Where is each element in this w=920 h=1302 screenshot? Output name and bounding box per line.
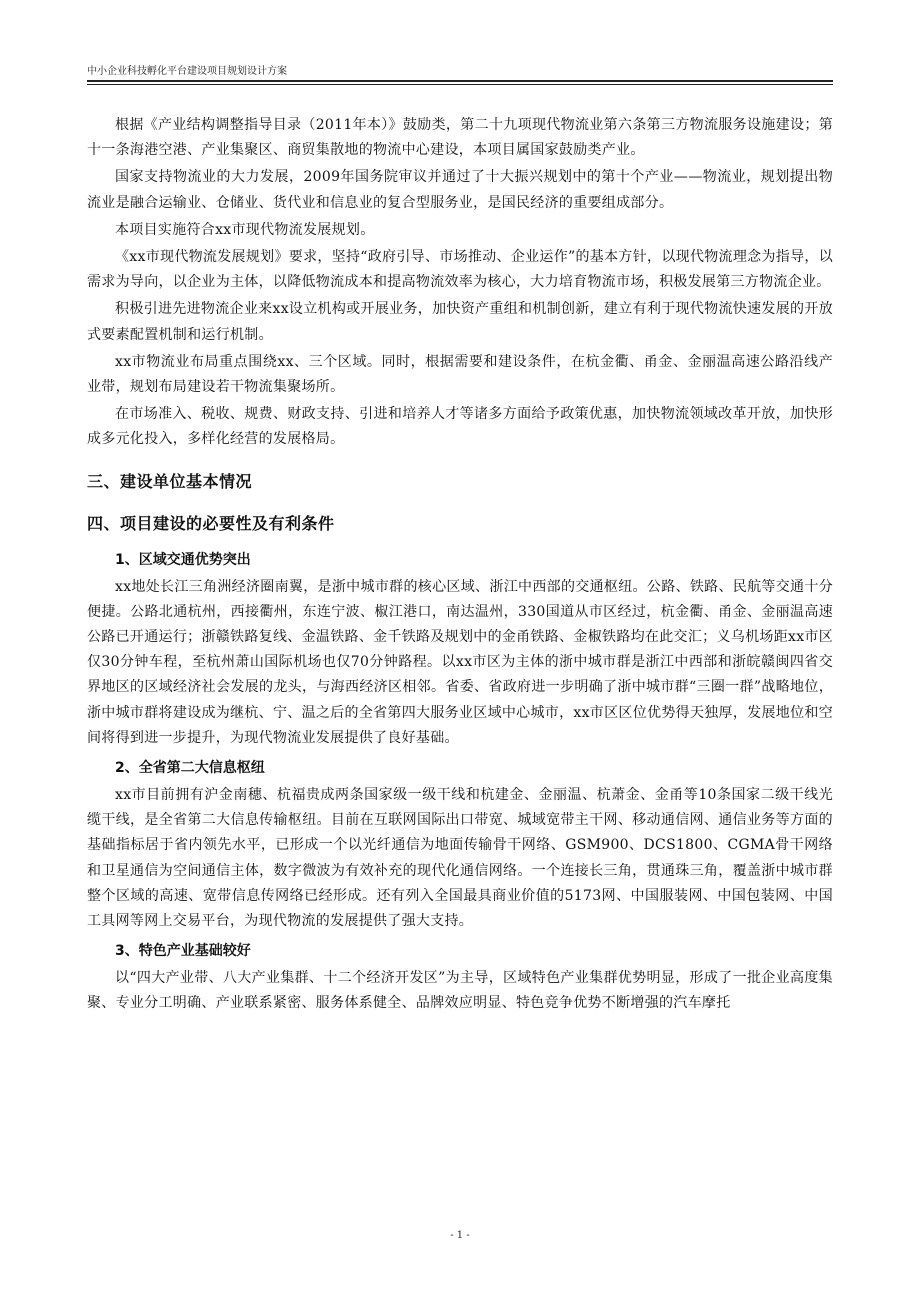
paragraph: 国家支持物流业的大力发展，2009年国务院审议并通过了十大振兴规划中的第十个产业——物流业，规划提出物流业是融合运输业、仓储业、货代业和信息业的复合型服务业，是国民经济的重要组成部分。 <box>87 169 833 211</box>
paragraph: 在市场准入、税收、规费、财政支持、引进和培养人才等诸多方面给予政策优惠，加快物流领域改革开放，加快形成多元化投入，多样化经营的发展格局。 <box>87 406 833 448</box>
section-heading-4: 四、项目建设的必要性及有利条件 <box>87 513 335 533</box>
section-heading-3: 三、建设单位基本情况 <box>87 471 253 491</box>
subsection-heading-3: 3、特色产业基础较好 <box>115 943 251 960</box>
header-title: 中小企业科技孵化平台建设项目规划设计方案 <box>87 66 287 77</box>
paragraph: 根据《产业结构调整指导目录（2011年本）》鼓励类，第二十九项现代物流业第六条第三方物流服务设施建设；第十一条海港空港、产业集聚区、商贸集散地的物流中心建设，本项目属国家鼓励类产业。 <box>87 117 833 159</box>
header-rule <box>87 80 833 82</box>
paragraph: xx地处长江三角洲经济圈南翼，是浙中城市群的核心区域、浙江中西部的交通枢纽。公路、铁路、民航等交通十分便捷。公路北通杭州，西接衢州，东连宁波、椒江港口，南达温州，330国道从市区经过，杭金衢、甬金、金丽温高速公路已开通运行；浙赣铁路复线、金温铁路、金千铁路及规划中的金甬铁路、金椒铁路均在此交汇；义乌机场距xx市区仅30分钟车程，至杭州萧山国际机场也仅70分钟路程。以xx市区为主体的浙中城市群是浙江中西部和浙皖赣闽四省交界地区的区域经济社会发展的龙头，与海西经济区相邻。省委、省政府进一步明确了浙中城市群“三圈一群”战略地位，浙中城市群将建设成为继杭、宁、温之后的全省第四大服务业区域中心城市，xx市区区位优势得天独厚，发展地位和空间将得到进一步提升，为现代物流业发展提供了良好基础。 <box>87 578 833 746</box>
paragraph: 《xx市现代物流发展规划》要求，坚持“政府引导、市场推动、企业运作”的基本方针，以现代物流理念为指导，以需求为导向，以企业为主体，以降低物流成本和提高物流效率为核心，大力培育物流市场，积极发展第三方物流企业。 <box>87 249 833 291</box>
paragraph: 积极引进先进物流企业来xx设立机构或开展业务，加快资产重组和机制创新，建立有利于现代物流快速发展的开放式要素配置机制和运行机制。 <box>87 301 833 343</box>
header-rule-thin <box>87 84 833 85</box>
page-number: - 1 - <box>450 1230 470 1241</box>
paragraph: xx市目前拥有沪金南穗、杭福贵成两条国家级一级干线和杭建金、金丽温、杭萧金、金甬等10条国家二级干线光缆干线，是全省第二大信息传输枢纽。目前在互联网国际出口带宽、城域宽带主干网、移动通信网、通信业务等方面的基础指标居于省内领先水平，已形成一个以光纤通信为地面传输骨干网络、GSM900、DCS1800、CGMA骨干网络和卫星通信为空间通信主体，数字微波为有效补充的现代化通信网络。一个连接长三角，贯通珠三角，覆盖浙中城市群整个区域的高速、宽带信息传网络已经形成。还有列入全国最具商业价值的5173网、中国服装网、中国包装网、中国工具网等网上交易平台，为现代物流的发展提供了强大支持。 <box>87 787 833 930</box>
subsection-heading-2: 2、全省第二大信息枢纽 <box>115 760 265 777</box>
document-body <box>87 113 833 1017</box>
paragraph: xx市物流业布局重点围绕xx、三个区域。同时，根据需要和建设条件，在杭金衢、甬金、金丽温高速公路沿线产业带，规划布局建设若干物流集聚场所。 <box>87 353 833 396</box>
paragraph: 以“四大产业带、八大产业集群、十二个经济开发区”为主导，区域特色产业集群优势明显，形成了一批企业高度集聚、专业分工明确、产业联系紧密、服务体系健全、品牌效应明显、特色竞争优势不断增强的汽车摩托 <box>87 970 833 1012</box>
subsection-heading-1: 1、区域交通优势突出 <box>115 551 251 568</box>
paragraph: 本项目实施符合xx市现代物流发展规划。 <box>115 221 375 238</box>
